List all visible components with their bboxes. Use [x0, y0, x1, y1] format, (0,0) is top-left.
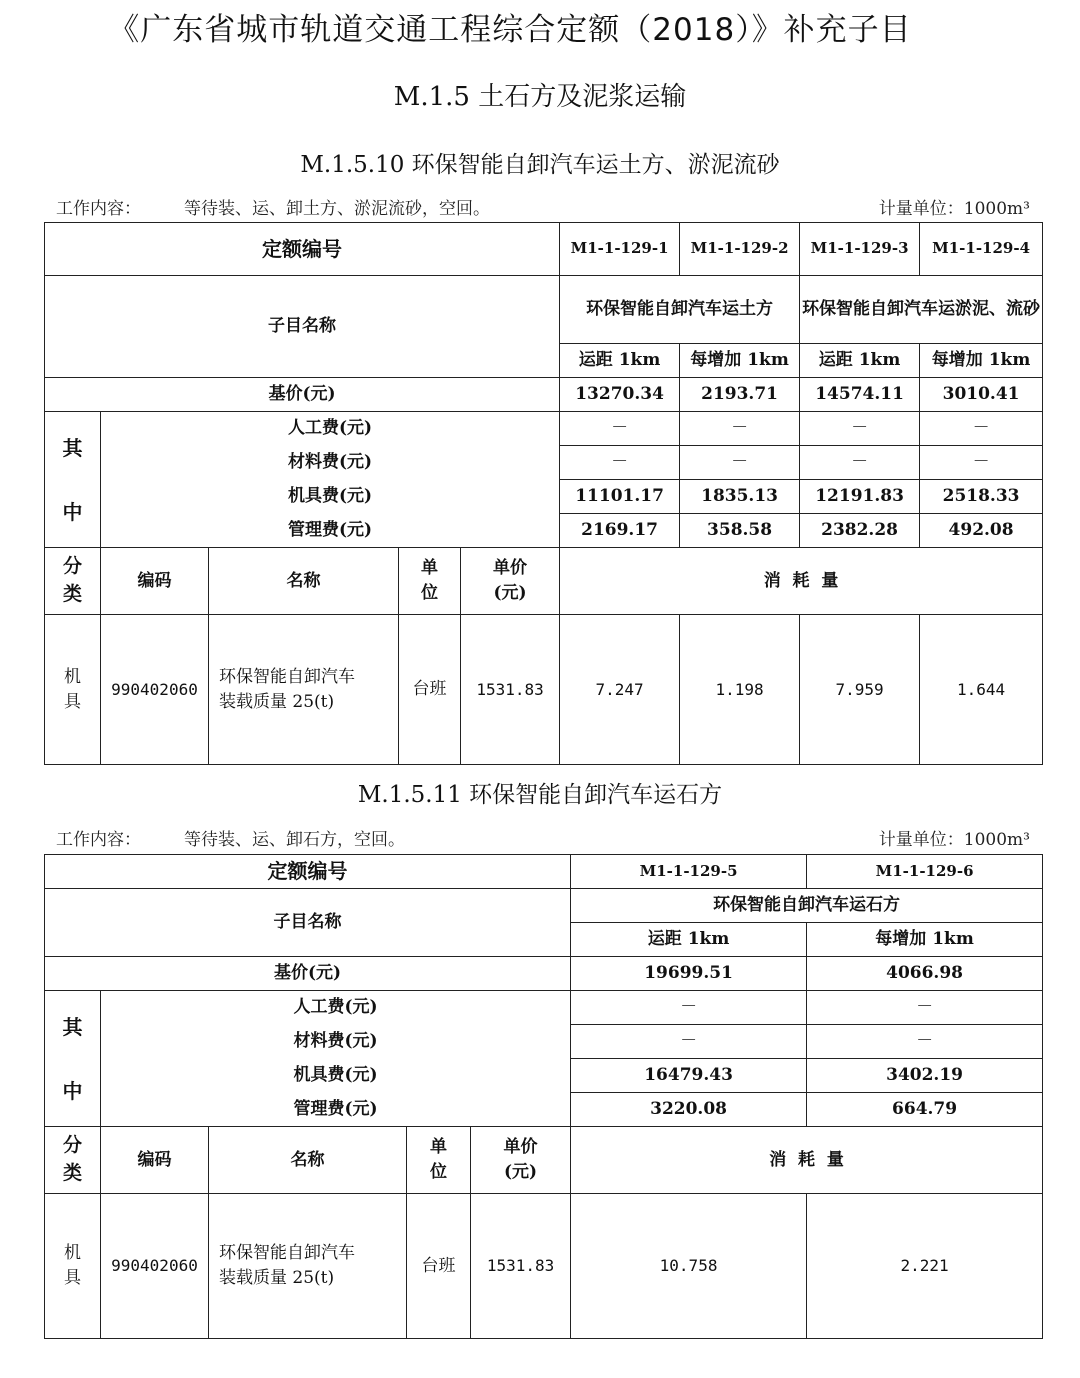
row-category-char: 机	[64, 1243, 81, 1264]
labor-cost-value: －	[807, 991, 1043, 1025]
col-price	[461, 548, 560, 615]
material-cost-value: －	[680, 446, 800, 480]
qizhong-char: 中	[62, 499, 83, 524]
management-cost-label: 管理费(元)	[101, 1093, 571, 1127]
row-category	[45, 1194, 101, 1339]
base-price-value: 3010.41	[920, 378, 1043, 412]
management-cost-value: 358.58	[680, 514, 800, 548]
labor-cost-label: 人工费(元)	[101, 412, 560, 446]
section-title: M.1.5 土石方及泥浆运输	[393, 82, 687, 112]
row-name-line: 装载质量 25(t)	[219, 1268, 335, 1288]
base-price-value: 4066.98	[807, 957, 1043, 991]
row-price: 1531.83	[471, 1194, 571, 1339]
quota-code: M1-1-129-1	[560, 223, 680, 276]
item-sub-name: 运距 1km	[571, 923, 807, 957]
table-row	[45, 615, 1043, 765]
col-category-char: 类	[62, 583, 82, 605]
qizhong-char: 其	[62, 1014, 83, 1039]
quota-code: M1-1-129-6	[807, 855, 1043, 889]
material-cost-value: －	[571, 1025, 807, 1059]
row-code: 990402060	[101, 1194, 209, 1339]
col-code: 编码	[101, 1127, 209, 1194]
row-category-char: 具	[64, 691, 81, 712]
row-category-char: 具	[64, 1268, 81, 1288]
labor-cost-value: －	[560, 412, 680, 446]
col-unit-char: 单	[430, 1137, 447, 1158]
base-price-label: 基价(元)	[45, 957, 571, 991]
qizhong-char: 中	[62, 1078, 83, 1103]
material-cost-value: －	[920, 446, 1043, 480]
col-category-char: 分	[62, 1134, 82, 1157]
base-price-value: 2193.71	[680, 378, 800, 412]
management-cost-value: 492.08	[920, 514, 1043, 548]
row-consumption: 1.644	[920, 615, 1043, 765]
row-name	[209, 615, 399, 765]
material-cost-label: 材料费(元)	[101, 1025, 571, 1059]
col-category-char: 类	[62, 1162, 82, 1184]
machine-cost-value: 16479.43	[571, 1059, 807, 1093]
col-category	[45, 548, 101, 615]
base-price-value: 19699.51	[571, 957, 807, 991]
labor-cost-value: －	[920, 412, 1043, 446]
row-category-char: 机	[64, 666, 81, 687]
management-cost-value: 3220.08	[571, 1093, 807, 1127]
item-sub-name: 每增加 1km	[807, 923, 1043, 957]
qizhong-char: 其	[62, 435, 83, 460]
management-cost-value: 2382.28	[800, 514, 920, 548]
item-sub-name: 运距 1km	[800, 344, 920, 378]
row-name-line: 装载质量 25(t)	[219, 691, 335, 712]
row-name-line: 环保智能自卸汽车	[219, 666, 355, 687]
row-name	[209, 1194, 407, 1339]
management-cost-value: 664.79	[807, 1093, 1043, 1127]
item-name-label: 子目名称	[45, 889, 571, 957]
table1-unit: 计量单位：1000m³	[878, 199, 1030, 219]
row-consumption: 7.959	[800, 615, 920, 765]
table1-subtitle: M.1.5.10 环保智能自卸汽车运土方、淤泥流砂	[300, 152, 780, 178]
base-price-value: 14574.11	[800, 378, 920, 412]
page-title: 《广东省城市轨道交通工程综合定额（2018）》补充子目	[108, 12, 912, 48]
row-consumption: 2.221	[807, 1194, 1043, 1339]
material-cost-value: －	[560, 446, 680, 480]
qizhong-label	[45, 412, 101, 548]
quota-code: M1-1-129-2	[680, 223, 800, 276]
col-category	[45, 1127, 101, 1194]
material-cost-value: －	[807, 1025, 1043, 1059]
management-cost-label: 管理费(元)	[101, 514, 560, 548]
quota-table-1	[44, 222, 1043, 765]
base-price-value: 13270.34	[560, 378, 680, 412]
item-sub-name: 运距 1km	[560, 344, 680, 378]
col-consumption: 消 耗 量	[560, 548, 1043, 615]
row-consumption: 7.247	[560, 615, 680, 765]
col-name: 名称	[209, 1127, 407, 1194]
table2-subtitle: M.1.5.11 环保智能自卸汽车运石方	[357, 782, 723, 808]
labor-cost-value: －	[800, 412, 920, 446]
machine-cost-value: 11101.17	[560, 480, 680, 514]
row-name-line: 环保智能自卸汽车	[219, 1243, 355, 1264]
machine-cost-value: 1835.13	[680, 480, 800, 514]
item-group-name: 环保智能自卸汽车运石方	[571, 889, 1043, 923]
row-unit: 台班	[399, 615, 461, 765]
col-price-text: (元)	[493, 583, 527, 603]
col-price-text: (元)	[503, 1162, 538, 1182]
col-unit	[407, 1127, 471, 1194]
table2-work-label: 工作内容：	[56, 830, 141, 850]
table2-unit: 计量单位：1000m³	[878, 830, 1030, 850]
machine-cost-value: 12191.83	[800, 480, 920, 514]
row-code: 990402060	[101, 615, 209, 765]
table1-work-content: 等待装、运、卸土方、淤泥流砂，空回。	[184, 199, 490, 219]
qizhong-label	[45, 991, 101, 1127]
col-unit	[399, 548, 461, 615]
machine-cost-label: 机具费(元)	[101, 480, 560, 514]
machine-cost-value: 2518.33	[920, 480, 1043, 514]
row-category	[45, 615, 101, 765]
labor-cost-value: －	[571, 991, 807, 1025]
col-unit-char: 位	[421, 583, 438, 603]
col-unit-char: 位	[430, 1162, 447, 1182]
quota-number-label: 定额编号	[45, 855, 571, 889]
item-group-name: 环保智能自卸汽车运淤泥、流砂	[800, 276, 1043, 344]
management-cost-value: 2169.17	[560, 514, 680, 548]
table-row	[45, 1194, 1043, 1339]
material-cost-label: 材料费(元)	[101, 446, 560, 480]
col-price	[471, 1127, 571, 1194]
machine-cost-value: 3402.19	[807, 1059, 1043, 1093]
item-group-name: 环保智能自卸汽车运土方	[560, 276, 800, 344]
material-cost-value: －	[800, 446, 920, 480]
row-consumption: 10.758	[571, 1194, 807, 1339]
row-consumption: 1.198	[680, 615, 800, 765]
table1-work-label: 工作内容：	[56, 199, 141, 219]
row-unit: 台班	[407, 1194, 471, 1339]
machine-cost-label: 机具费(元)	[101, 1059, 571, 1093]
item-sub-name: 每增加 1km	[920, 344, 1043, 378]
col-code: 编码	[101, 548, 209, 615]
quota-number-label: 定额编号	[45, 223, 560, 276]
col-unit-char: 单	[421, 558, 438, 579]
table2-work-content: 等待装、运、卸石方，空回。	[184, 830, 405, 850]
col-name: 名称	[209, 548, 399, 615]
quota-code: M1-1-129-3	[800, 223, 920, 276]
quota-code: M1-1-129-4	[920, 223, 1043, 276]
col-price-text: 单价	[503, 1137, 538, 1158]
labor-cost-label: 人工费(元)	[101, 991, 571, 1025]
item-sub-name: 每增加 1km	[680, 344, 800, 378]
item-name-label: 子目名称	[45, 276, 560, 378]
col-consumption: 消 耗 量	[571, 1127, 1043, 1194]
row-price: 1531.83	[461, 615, 560, 765]
labor-cost-value: －	[680, 412, 800, 446]
col-price-text: 单价	[493, 558, 528, 579]
base-price-label: 基价(元)	[45, 378, 560, 412]
quota-code: M1-1-129-5	[571, 855, 807, 889]
col-category-char: 分	[62, 555, 82, 578]
quota-table-2	[44, 854, 1043, 1339]
